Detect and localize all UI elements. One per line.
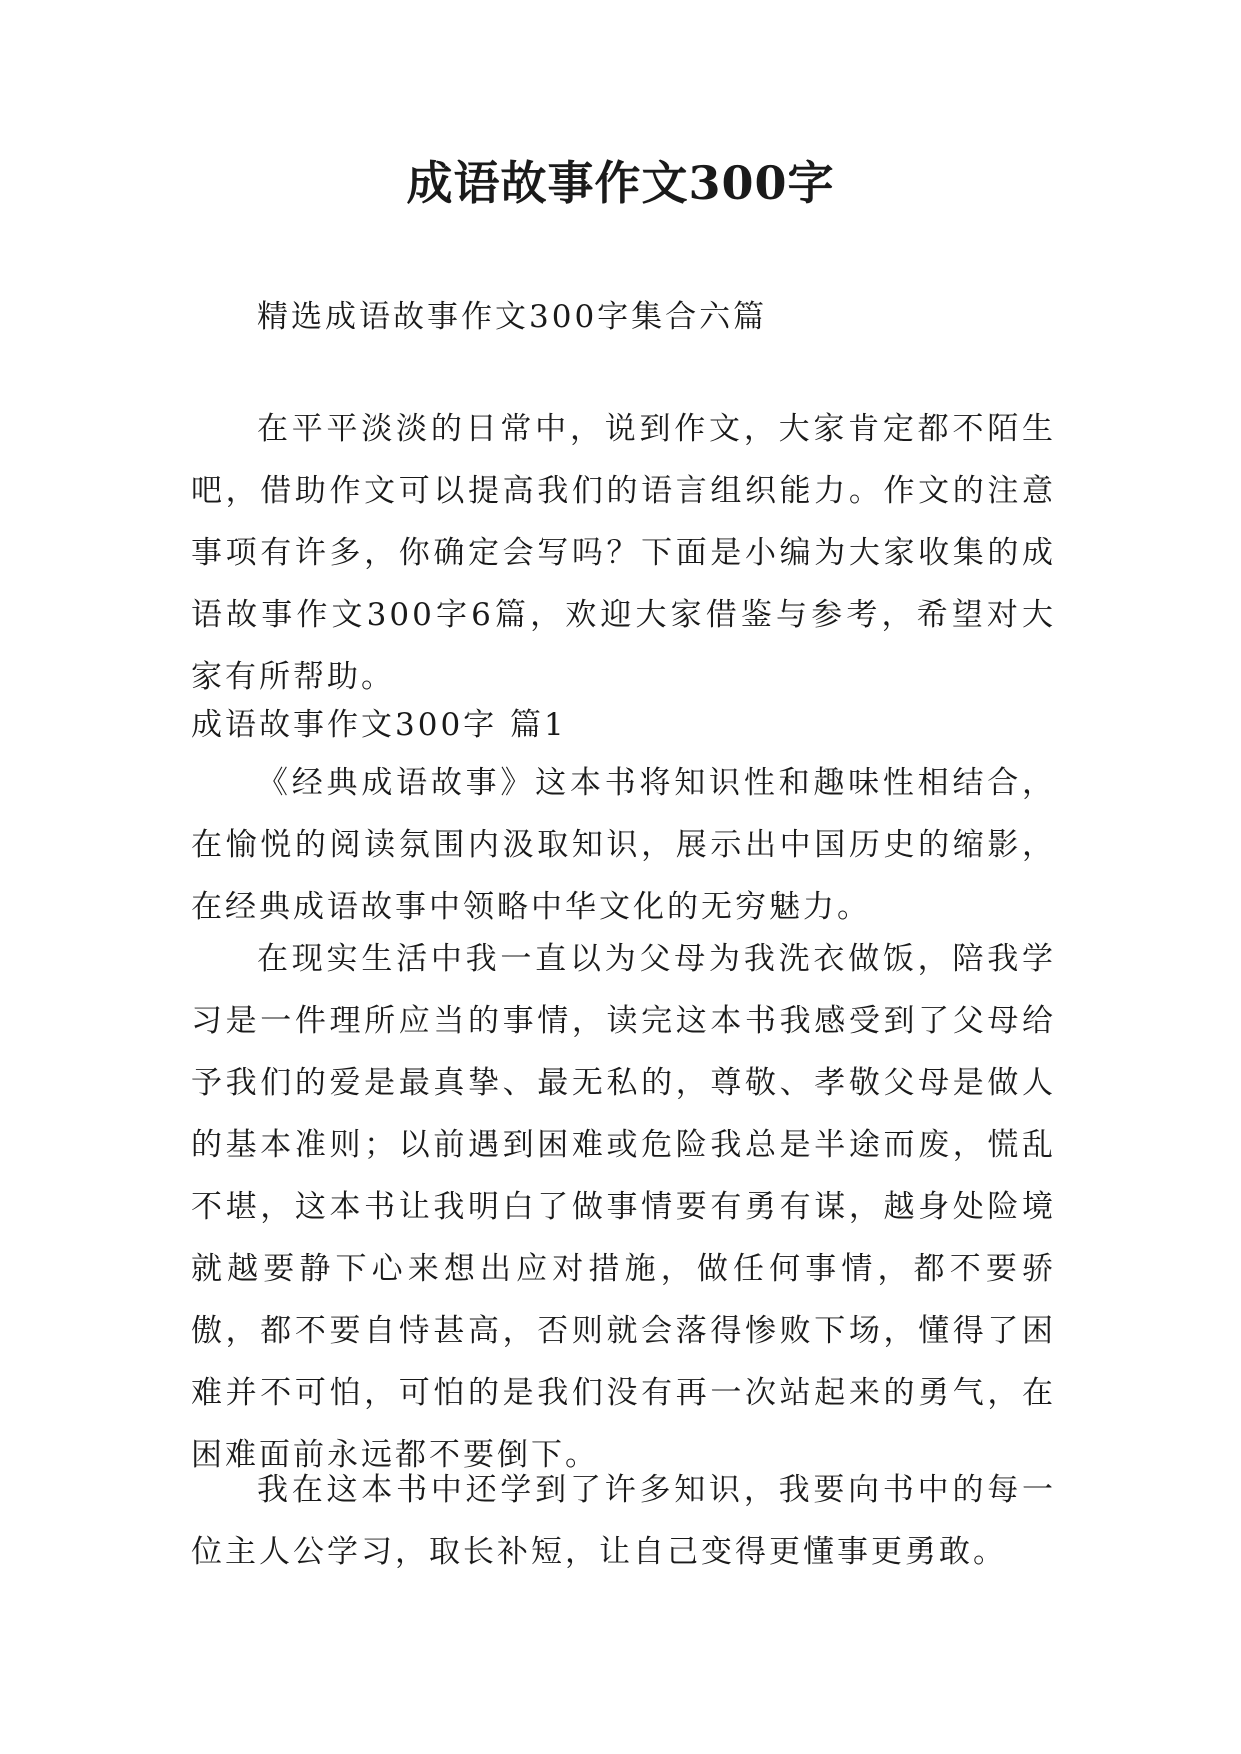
intro-paragraph: 在平平淡淡的日常中，说到作文，大家肯定都不陌生吧，借助作文可以提高我们的语言组织能力。作文的注意事项有许多，你确定会写吗？下面是小编为大家收集的成语故事作文300字6篇，欢迎大家借鉴与参考，希望对大家有所帮助。 xyxy=(191,411,1056,695)
document-title: 成语故事作文300字 xyxy=(406,156,835,210)
body-paragraph-2: 在现实生活中我一直以为父母为我洗衣做饭，陪我学习是一件理所应当的事情，读完这本书我感受到了父母给予我们的爱是最真挚、最无私的，尊敬、孝敬父母是做人的基本准则；以前遇到困难或危险我总是半途而废，慌乱不堪，这本书让我明白了做事情要有勇有谋，越身处险境就越要静下心来想出应对措施，做任何事情，都不要骄傲，都不要自恃甚高，否则就会落得惨败下场，懂得了困难并不可怕，可怕的是我们没有再一次站起来的勇气，在困难面前永远都不要倒下。 xyxy=(191,941,1056,1473)
section-heading: 成语故事作文300字 篇1 xyxy=(191,707,567,743)
body-paragraph-3: 我在这本书中还学到了许多知识，我要向书中的每一位主人公学习，取长补短，让自己变得更懂事更勇敢。 xyxy=(191,1472,1056,1570)
body-paragraph-1: 《经典成语故事》这本书将知识性和趣味性相结合，在愉悦的阅读氛围内汲取知识，展示出中国历史的缩影，在经典成语故事中领略中华文化的无穷魅力。 xyxy=(191,765,1056,925)
document-subtitle: 精选成语故事作文300字集合六篇 xyxy=(257,299,768,335)
